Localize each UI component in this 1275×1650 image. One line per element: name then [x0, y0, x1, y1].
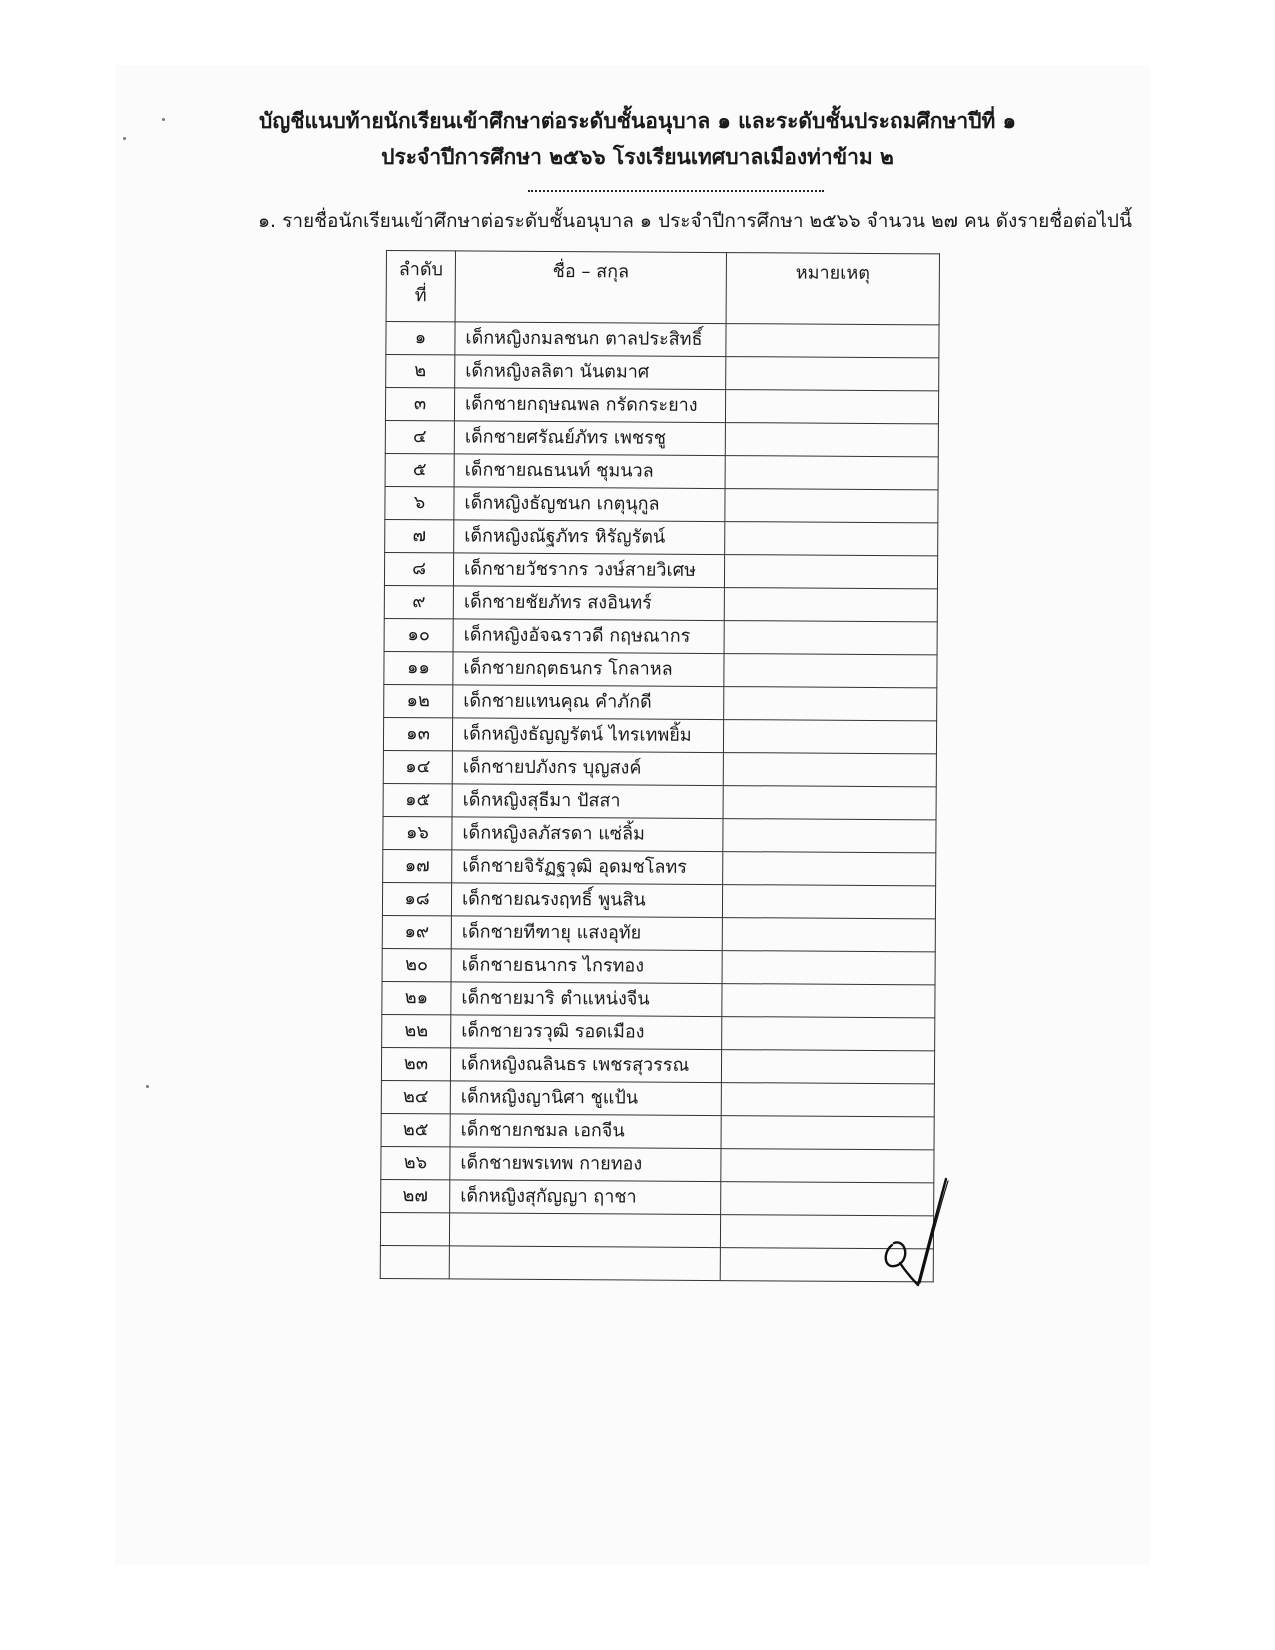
table-row [385, 388, 938, 424]
row-number: ๗ [385, 519, 454, 552]
row-remark [722, 984, 935, 1018]
empty-cell [380, 1245, 449, 1278]
empty-cell [449, 1246, 720, 1281]
table-row [385, 453, 938, 489]
row-student-name: เด็กหญิงลภัสรดา แซ่ลิ้ม [452, 817, 723, 852]
row-remark [724, 654, 937, 688]
row-remark [722, 951, 935, 985]
row-student-name: เด็กชายศรัณย์ภัทร เพชรชู [454, 421, 725, 456]
row-student-name: เด็กหญิงธัญญรัตน์ ไทรเทพยิ้ม [452, 718, 723, 753]
row-number: ๒๑ [382, 981, 451, 1014]
header-remark: หมายเหตุ [726, 253, 939, 325]
row-remark [724, 621, 937, 655]
row-number: ๘ [384, 552, 453, 585]
row-student-name: เด็กชายณธนนท์ ชุมนวล [454, 454, 725, 489]
row-remark [723, 720, 936, 754]
scan-speck [123, 137, 126, 140]
table-row-empty [380, 1245, 933, 1281]
table-row [382, 915, 935, 951]
row-number: ๒๖ [381, 1146, 450, 1179]
row-number: ๓ [385, 388, 454, 421]
row-number: ๒๐ [382, 948, 451, 981]
row-number: ๑๐ [384, 618, 453, 651]
row-student-name: เด็กชายวัชรากร วงษ์สายวิเศษ [453, 553, 724, 588]
row-number: ๑๖ [383, 816, 452, 849]
row-remark [721, 1050, 934, 1084]
row-student-name: เด็กหญิงสุธีมา ปัสสา [452, 784, 723, 819]
row-remark [722, 1017, 935, 1051]
row-remark [723, 819, 936, 853]
row-student-name: เด็กหญิงญานิศา ชูแป้น [450, 1081, 721, 1116]
row-number: ๑ [386, 322, 455, 355]
row-number: ๒๗ [381, 1179, 450, 1212]
table-row [382, 948, 935, 984]
table-row [384, 618, 937, 654]
row-student-name: เด็กชายปภังกร บุญสงค์ [452, 751, 723, 786]
row-student-name: เด็กชายจิรัฏฐวุฒิ อุดมชโลทร [452, 850, 723, 885]
table-row [381, 1146, 934, 1182]
row-remark [721, 1116, 934, 1150]
table-row [383, 717, 936, 753]
row-number: ๒๓ [381, 1047, 450, 1080]
row-student-name: เด็กชายชัยภัทร สงอินทร์ [453, 586, 724, 621]
row-student-name: เด็กชายกชมล เอกจีน [450, 1114, 721, 1149]
table-row [386, 355, 939, 391]
table-row [384, 684, 937, 720]
table-row [383, 816, 936, 852]
table-row [383, 783, 936, 819]
row-remark [725, 489, 938, 523]
table-row [384, 585, 937, 621]
row-number: ๑๔ [383, 750, 452, 783]
row-remark [725, 390, 938, 424]
table-row [383, 849, 936, 885]
table-row [384, 552, 937, 588]
row-remark [722, 918, 935, 952]
table-row [381, 1080, 934, 1116]
row-remark [725, 522, 938, 556]
table-header-row [386, 251, 939, 325]
row-student-name: เด็กชายทีฑายุ แสงอุทัย [451, 916, 722, 951]
table-row [385, 486, 938, 522]
row-number: ๕ [385, 453, 454, 486]
document-title-line1: บัญชีแนบท้ายนักเรียนเข้าศึกษาต่อระดับชั้นอนุบาล ๑ และระดับชั้นประถมศึกษาปีที่ ๑ [259, 109, 1016, 133]
row-remark [723, 753, 936, 787]
table-row [385, 420, 938, 456]
table-row [384, 651, 937, 687]
row-student-name: เด็กชายพรเทพ กายทอง [450, 1147, 721, 1182]
header-name: ชื่อ – สกุล [455, 251, 726, 324]
row-remark [726, 324, 939, 358]
table-row [382, 1014, 935, 1050]
row-student-name: เด็กหญิงธัญชนก เกตุนุกูล [454, 487, 725, 522]
document-title-line2: ประจำปีการศึกษา ๒๕๖๖ โรงเรียนเทศบาลเมืองท่าข้าม ๒ [381, 145, 894, 169]
row-student-name: เด็กหญิงสุกัญญา ฤาชา [450, 1180, 721, 1215]
row-remark [721, 1083, 934, 1117]
row-number: ๖ [385, 486, 454, 519]
row-remark [722, 885, 935, 919]
row-student-name: เด็กหญิงณลินธร เพชรสุวรรณ [450, 1048, 721, 1083]
row-student-name: เด็กชายณรงฤทธิ์ พูนสิน [451, 883, 722, 918]
dotted-separator [528, 176, 824, 192]
row-number: ๑๑ [384, 651, 453, 684]
table-row [381, 1047, 934, 1083]
empty-cell [380, 1212, 449, 1245]
header-number [386, 251, 455, 322]
row-student-name: เด็กหญิงกมลชนก ตาลประสิทธิ์ [455, 322, 726, 357]
empty-cell [449, 1213, 720, 1248]
section-intro: ๑. รายชื่อนักเรียนเข้าศึกษาต่อระดับชั้นอนุบาล ๑ ประจำปีการศึกษา ๒๕๖๖ จำนวน ๒๗ คน ดังรายชื่อต่อไปนี้ [258, 210, 1132, 232]
row-number: ๑๗ [383, 849, 452, 882]
signature-mark [880, 1175, 950, 1290]
row-student-name: เด็กหญิงลลิตา นันตมาศ [455, 355, 726, 390]
row-remark [723, 786, 936, 820]
row-student-name: เด็กชายกฤตธนกร โกลาหล [453, 652, 724, 687]
row-number: ๒๕ [381, 1113, 450, 1146]
row-remark [726, 357, 939, 391]
row-number: ๔ [385, 420, 454, 453]
scan-speck [146, 1085, 149, 1088]
row-number: ๙ [384, 585, 453, 618]
row-remark [725, 456, 938, 490]
row-student-name: เด็กชายแทนคุณ คำภักดี [453, 685, 724, 720]
header-number-line1: ลำดับ [398, 259, 444, 281]
table-row [382, 981, 935, 1017]
table-row [386, 322, 939, 358]
header-number-line2: ที่ [414, 285, 427, 307]
row-student-name: เด็กหญิงณัฐภัทร หิรัญรัตน์ [454, 520, 725, 555]
row-number: ๒๒ [382, 1014, 451, 1047]
table-row [381, 1179, 934, 1215]
row-number: ๑๕ [383, 783, 452, 816]
row-number: ๑๓ [383, 717, 452, 750]
table-row [383, 750, 936, 786]
student-table [380, 250, 940, 1282]
row-student-name: เด็กหญิงอัจฉราวดี กฤษณากร [453, 619, 724, 654]
row-student-name: เด็กชายวรวุฒิ รอดเมือง [451, 1015, 722, 1050]
table-row [382, 882, 935, 918]
row-remark [724, 588, 937, 622]
row-student-name: เด็กชายกฤษณพล กรัดกระยาง [454, 388, 725, 423]
row-number: ๒๔ [381, 1080, 450, 1113]
table-row [385, 519, 938, 555]
row-remark [724, 687, 937, 721]
row-number: ๑๘ [382, 882, 451, 915]
row-student-name: เด็กชายมาริ ตำแหน่งจีน [451, 982, 722, 1017]
row-number: ๑๒ [384, 684, 453, 717]
row-number: ๒ [386, 355, 455, 388]
table-row-empty [380, 1212, 933, 1248]
row-remark [723, 852, 936, 886]
row-number: ๑๙ [382, 915, 451, 948]
table-row [381, 1113, 934, 1149]
row-remark [724, 555, 937, 589]
row-remark [725, 423, 938, 457]
row-student-name: เด็กชายธนากร ไกรทอง [451, 949, 722, 984]
